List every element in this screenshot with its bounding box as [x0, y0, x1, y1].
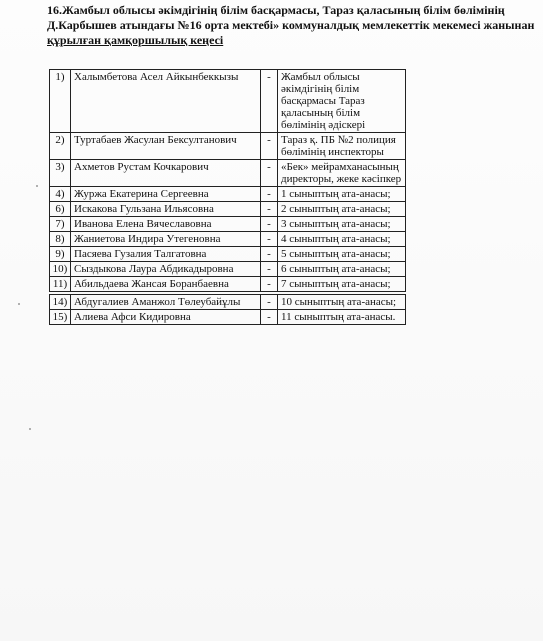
member-name: Халымбетова Асел Айкынбеккызы: [71, 70, 261, 133]
heading-line-2: Д.Карбышев атындағы №16 орта мектебі» коммуналдық мемлекеттік мекемесі жанынан: [47, 18, 535, 32]
row-number: 11): [50, 277, 71, 292]
table-row: [50, 232, 406, 247]
member-name: Абильдаева Жансая Боранбаевна: [71, 277, 261, 292]
member-role: 7 сыныптың ата-анасы;: [278, 277, 406, 292]
row-dash: -: [261, 187, 278, 202]
table-row: [50, 133, 406, 160]
table-row: [50, 202, 406, 217]
row-number: 6): [50, 202, 71, 217]
member-name: Алиева Афси Кидировна: [71, 310, 261, 325]
table-row: [50, 277, 406, 292]
member-role: Жамбыл облысы әкімдігінің білім басқармасы Тараз қаласының білім бөлімінің әдіскері: [278, 70, 406, 133]
row-dash: -: [261, 202, 278, 217]
row-number: 3): [50, 160, 71, 187]
council-members-table: [49, 69, 406, 325]
member-role: 10 сыныптың ата-анасы;: [278, 295, 406, 310]
table-row: [50, 217, 406, 232]
table-row: [50, 295, 406, 310]
row-number: 10): [50, 262, 71, 277]
row-dash: -: [261, 277, 278, 292]
row-number: 14): [50, 295, 71, 310]
member-name: Искакова Гульзана Ильясовна: [71, 202, 261, 217]
member-role: 1 сыныптың ата-анасы;: [278, 187, 406, 202]
row-number: 1): [50, 70, 71, 133]
table-row: [50, 310, 406, 325]
row-number: 2): [50, 133, 71, 160]
member-name: Журжа Екатерина Сергеевна: [71, 187, 261, 202]
heading-line-1: 16.Жамбыл облысы әкімдігінің білім басқармасы, Тараз қаласының білім бөлімінің: [47, 3, 505, 17]
member-role: Тараз қ. ПБ №2 полиция бөлімінің инспекторы: [278, 133, 406, 160]
row-dash: -: [261, 160, 278, 187]
scan-speck: [36, 185, 38, 187]
member-name: Пасяева Гузалия Талгатовна: [71, 247, 261, 262]
scan-speck: [29, 428, 31, 430]
row-dash: -: [261, 70, 278, 133]
member-role: 5 сыныптың ата-анасы;: [278, 247, 406, 262]
table-row: [50, 187, 406, 202]
member-role: 6 сыныптың ата-анасы;: [278, 262, 406, 277]
row-number: 7): [50, 217, 71, 232]
member-role: 3 сыныптың ата-анасы;: [278, 217, 406, 232]
row-number: 8): [50, 232, 71, 247]
row-dash: -: [261, 262, 278, 277]
row-dash: -: [261, 133, 278, 160]
row-dash: -: [261, 295, 278, 310]
member-role: «Бек» мейрамханасының директоры, жеке кәсіпкер: [278, 160, 406, 187]
row-number: 15): [50, 310, 71, 325]
member-name: Туртабаев Жасулан Бексултанович: [71, 133, 261, 160]
row-dash: -: [261, 232, 278, 247]
scan-speck: [18, 303, 20, 305]
table-row: [50, 247, 406, 262]
member-name: Абдугалиев Аманжол Төлеубайұлы: [71, 295, 261, 310]
member-name: Иванова Елена Вячеславовна: [71, 217, 261, 232]
document-heading: [47, 3, 535, 48]
heading-line-3: құрылған қамқоршылық кеңесі: [47, 33, 224, 47]
row-dash: -: [261, 217, 278, 232]
member-name: Ахметов Рустам Кочкарович: [71, 160, 261, 187]
member-name: Жаниетова Индира Утегеновна: [71, 232, 261, 247]
row-dash: -: [261, 247, 278, 262]
member-role: 4 сыныптың ата-анасы;: [278, 232, 406, 247]
row-dash: -: [261, 310, 278, 325]
member-role: 2 сыныптың ата-анасы;: [278, 202, 406, 217]
table-row: [50, 262, 406, 277]
row-number: 9): [50, 247, 71, 262]
member-role: 11 сыныптың ата-анасы.: [278, 310, 406, 325]
member-name: Сыздыкова Лаура Абдикадыровна: [71, 262, 261, 277]
table-row: [50, 70, 406, 133]
table-row: [50, 160, 406, 187]
row-number: 4): [50, 187, 71, 202]
